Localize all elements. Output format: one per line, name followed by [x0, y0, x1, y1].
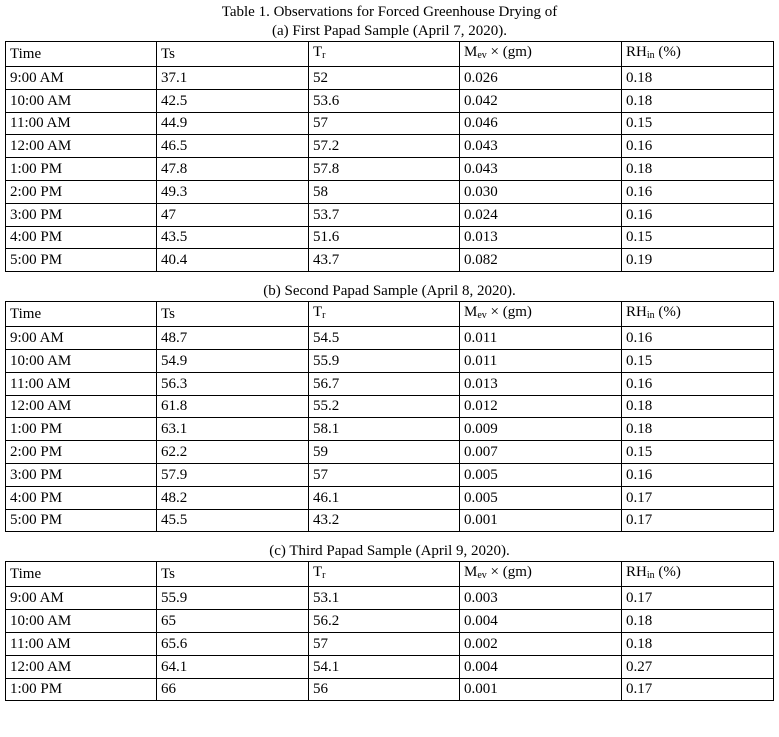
mev-cell: 0.007	[460, 441, 622, 464]
ts-cell: 42.5	[157, 89, 309, 112]
table-row	[6, 249, 774, 272]
ts-cell: 61.8	[157, 395, 309, 418]
tr-cell: 55.9	[309, 349, 460, 372]
header-time-text: Time	[10, 46, 42, 62]
header-mev-text: M	[464, 44, 478, 60]
mev-cell: 0.003	[460, 587, 622, 610]
tr-cell: 51.6	[309, 226, 460, 249]
header-rh-text: (%)	[654, 564, 681, 581]
observation-table	[5, 41, 774, 272]
tr-cell: 56.7	[309, 372, 460, 395]
ts-cell: 40.4	[157, 249, 309, 272]
header-mev	[460, 42, 622, 67]
table-row	[6, 486, 774, 509]
mev-cell: 0.004	[460, 610, 622, 633]
mev-cell: 0.004	[460, 655, 622, 678]
mev-cell: 0.011	[460, 327, 622, 350]
header-tr-text: T	[313, 564, 323, 581]
mev-cell: 0.042	[460, 89, 622, 112]
mev-cell: 0.046	[460, 112, 622, 135]
rh-cell: 0.18	[622, 395, 774, 418]
time-cell: 1:00 PM	[6, 418, 157, 441]
header-tr-text: T	[313, 44, 323, 60]
header-mev	[460, 562, 622, 587]
table-row	[6, 135, 774, 158]
table-row	[6, 632, 774, 655]
table-row	[6, 226, 774, 249]
table-row	[6, 395, 774, 418]
tr-cell: 57.8	[309, 158, 460, 181]
tr-cell: 58.1	[309, 418, 460, 441]
header-tr	[309, 562, 460, 587]
table-row	[6, 655, 774, 678]
header-ts	[157, 302, 309, 327]
time-cell: 9:00 AM	[6, 587, 157, 610]
table-caption: (a) First Papad Sample (April 7, 2020).	[272, 23, 507, 39]
rh-cell: 0.15	[622, 226, 774, 249]
table-row	[6, 678, 774, 701]
table-row	[6, 112, 774, 135]
ts-cell: 54.9	[157, 349, 309, 372]
ts-cell: 63.1	[157, 418, 309, 441]
rh-cell: 0.17	[622, 509, 774, 532]
document-body	[0, 22, 779, 701]
rh-cell: 0.27	[622, 655, 774, 678]
header-tr-subscript: r	[322, 50, 326, 61]
tr-cell: 57	[309, 632, 460, 655]
time-cell: 9:00 AM	[6, 327, 157, 350]
time-cell: 4:00 PM	[6, 226, 157, 249]
ts-cell: 65	[157, 610, 309, 633]
ts-cell: 48.7	[157, 327, 309, 350]
rh-cell: 0.16	[622, 180, 774, 203]
tr-cell: 55.2	[309, 395, 460, 418]
header-rh-text: RH	[626, 564, 647, 581]
mev-cell: 0.012	[460, 395, 622, 418]
time-cell: 3:00 PM	[6, 463, 157, 486]
table-row	[6, 158, 774, 181]
time-cell: 9:00 AM	[6, 67, 157, 90]
header-rh	[622, 562, 774, 587]
tr-cell: 53.1	[309, 587, 460, 610]
tr-cell: 58	[309, 180, 460, 203]
header-row	[6, 42, 774, 67]
table-row	[6, 180, 774, 203]
table-caption: (b) Second Papad Sample (April 8, 2020).	[263, 283, 516, 300]
header-ts-text: Ts	[161, 306, 175, 323]
header-time-text: Time	[10, 306, 42, 323]
ts-cell: 64.1	[157, 655, 309, 678]
rh-cell: 0.18	[622, 632, 774, 655]
mev-cell: 0.002	[460, 632, 622, 655]
header-rh-subscript: in	[646, 50, 655, 61]
header-mev-text: M	[464, 304, 478, 321]
tr-cell: 43.7	[309, 249, 460, 272]
header-time	[6, 302, 157, 327]
header-mev-text: M	[464, 564, 478, 581]
ts-cell: 37.1	[157, 67, 309, 90]
rh-cell: 0.16	[622, 327, 774, 350]
time-cell: 12:00 AM	[6, 135, 157, 158]
tr-cell: 53.6	[309, 89, 460, 112]
time-cell: 2:00 PM	[6, 441, 157, 464]
table-row	[6, 463, 774, 486]
table-row	[6, 587, 774, 610]
tr-cell: 53.7	[309, 203, 460, 226]
header-mev-text: × (gm)	[486, 304, 532, 321]
header-rh-subscript: in	[646, 310, 655, 322]
header-mev-subscript: ev	[477, 570, 487, 582]
table-row	[6, 349, 774, 372]
table-row	[6, 610, 774, 633]
ts-cell: 47	[157, 203, 309, 226]
rh-cell: 0.18	[622, 610, 774, 633]
time-cell: 4:00 PM	[6, 486, 157, 509]
section-gap	[0, 532, 779, 542]
ts-cell: 46.5	[157, 135, 309, 158]
table-title: Table 1. Observations for Forced Greenhouse Drying of	[221, 4, 558, 20]
tr-cell: 54.5	[309, 327, 460, 350]
header-tr-text: T	[313, 304, 323, 321]
mev-cell: 0.082	[460, 249, 622, 272]
ts-cell: 57.9	[157, 463, 309, 486]
tr-cell: 56.2	[309, 610, 460, 633]
rh-cell: 0.15	[622, 441, 774, 464]
header-mev-text: × (gm)	[486, 564, 532, 581]
tr-cell: 54.1	[309, 655, 460, 678]
header-row	[6, 562, 774, 587]
ts-cell: 62.2	[157, 441, 309, 464]
mev-cell: 0.043	[460, 158, 622, 181]
rh-cell: 0.17	[622, 486, 774, 509]
mev-cell: 0.024	[460, 203, 622, 226]
observation-table	[5, 561, 774, 701]
mev-cell: 0.005	[460, 463, 622, 486]
rh-cell: 0.18	[622, 89, 774, 112]
tr-cell: 46.1	[309, 486, 460, 509]
header-time-text: Time	[10, 566, 42, 583]
ts-cell: 43.5	[157, 226, 309, 249]
table-row	[6, 418, 774, 441]
header-rh	[622, 302, 774, 327]
header-rh-text: (%)	[654, 44, 681, 60]
header-ts	[157, 42, 309, 67]
time-cell: 10:00 AM	[6, 349, 157, 372]
ts-cell: 66	[157, 678, 309, 701]
header-mev-subscript: ev	[477, 50, 487, 61]
header-ts	[157, 562, 309, 587]
tr-cell: 57	[309, 463, 460, 486]
table-row	[6, 372, 774, 395]
ts-cell: 56.3	[157, 372, 309, 395]
rh-cell: 0.17	[622, 587, 774, 610]
header-mev	[460, 302, 622, 327]
time-cell: 1:00 PM	[6, 158, 157, 181]
rh-cell: 0.16	[622, 203, 774, 226]
header-rh-subscript: in	[646, 570, 655, 582]
rh-cell: 0.19	[622, 249, 774, 272]
rh-cell: 0.18	[622, 418, 774, 441]
time-cell: 11:00 AM	[6, 112, 157, 135]
table-row	[6, 203, 774, 226]
time-cell: 12:00 AM	[6, 655, 157, 678]
header-mev-subscript: ev	[477, 310, 487, 322]
mev-cell: 0.043	[460, 135, 622, 158]
header-ts-text: Ts	[161, 46, 175, 62]
tr-cell: 59	[309, 441, 460, 464]
rh-cell: 0.15	[622, 349, 774, 372]
table-row	[6, 509, 774, 532]
time-cell: 10:00 AM	[6, 610, 157, 633]
table-row	[6, 67, 774, 90]
header-rh-text: RH	[626, 44, 647, 60]
rh-cell: 0.16	[622, 135, 774, 158]
ts-cell: 49.3	[157, 180, 309, 203]
time-cell: 5:00 PM	[6, 249, 157, 272]
header-mev-text: × (gm)	[486, 44, 532, 60]
header-time	[6, 42, 157, 67]
header-rh-text: (%)	[654, 304, 681, 321]
tr-cell: 43.2	[309, 509, 460, 532]
ts-cell: 55.9	[157, 587, 309, 610]
ts-cell: 48.2	[157, 486, 309, 509]
mev-cell: 0.001	[460, 509, 622, 532]
header-row	[6, 302, 774, 327]
mev-cell: 0.026	[460, 67, 622, 90]
section-gap	[0, 272, 779, 282]
mev-cell: 0.013	[460, 226, 622, 249]
tr-cell: 57	[309, 112, 460, 135]
table-caption: (c) Third Papad Sample (April 9, 2020).	[269, 543, 510, 560]
header-tr-subscript: r	[322, 570, 326, 582]
table-row	[6, 441, 774, 464]
table-row	[6, 89, 774, 112]
tr-cell: 56	[309, 678, 460, 701]
ts-cell: 47.8	[157, 158, 309, 181]
header-tr	[309, 302, 460, 327]
mev-cell: 0.013	[460, 372, 622, 395]
table-row	[6, 327, 774, 350]
header-ts-text: Ts	[161, 566, 175, 583]
header-rh-text: RH	[626, 304, 647, 321]
header-tr-subscript: r	[322, 310, 326, 322]
rh-cell: 0.16	[622, 463, 774, 486]
header-time	[6, 562, 157, 587]
rh-cell: 0.17	[622, 678, 774, 701]
rh-cell: 0.18	[622, 67, 774, 90]
time-cell: 10:00 AM	[6, 89, 157, 112]
time-cell: 12:00 AM	[6, 395, 157, 418]
time-cell: 5:00 PM	[6, 509, 157, 532]
time-cell: 1:00 PM	[6, 678, 157, 701]
rh-cell: 0.16	[622, 372, 774, 395]
mev-cell: 0.030	[460, 180, 622, 203]
time-cell: 11:00 AM	[6, 632, 157, 655]
time-cell: 3:00 PM	[6, 203, 157, 226]
mev-cell: 0.005	[460, 486, 622, 509]
mev-cell: 0.011	[460, 349, 622, 372]
mev-cell: 0.001	[460, 678, 622, 701]
time-cell: 11:00 AM	[6, 372, 157, 395]
ts-cell: 45.5	[157, 509, 309, 532]
tr-cell: 57.2	[309, 135, 460, 158]
rh-cell: 0.15	[622, 112, 774, 135]
ts-cell: 65.6	[157, 632, 309, 655]
ts-cell: 44.9	[157, 112, 309, 135]
observation-table	[5, 301, 774, 532]
header-tr	[309, 42, 460, 67]
mev-cell: 0.009	[460, 418, 622, 441]
rh-cell: 0.18	[622, 158, 774, 181]
time-cell: 2:00 PM	[6, 180, 157, 203]
header-rh	[622, 42, 774, 67]
tr-cell: 52	[309, 67, 460, 90]
